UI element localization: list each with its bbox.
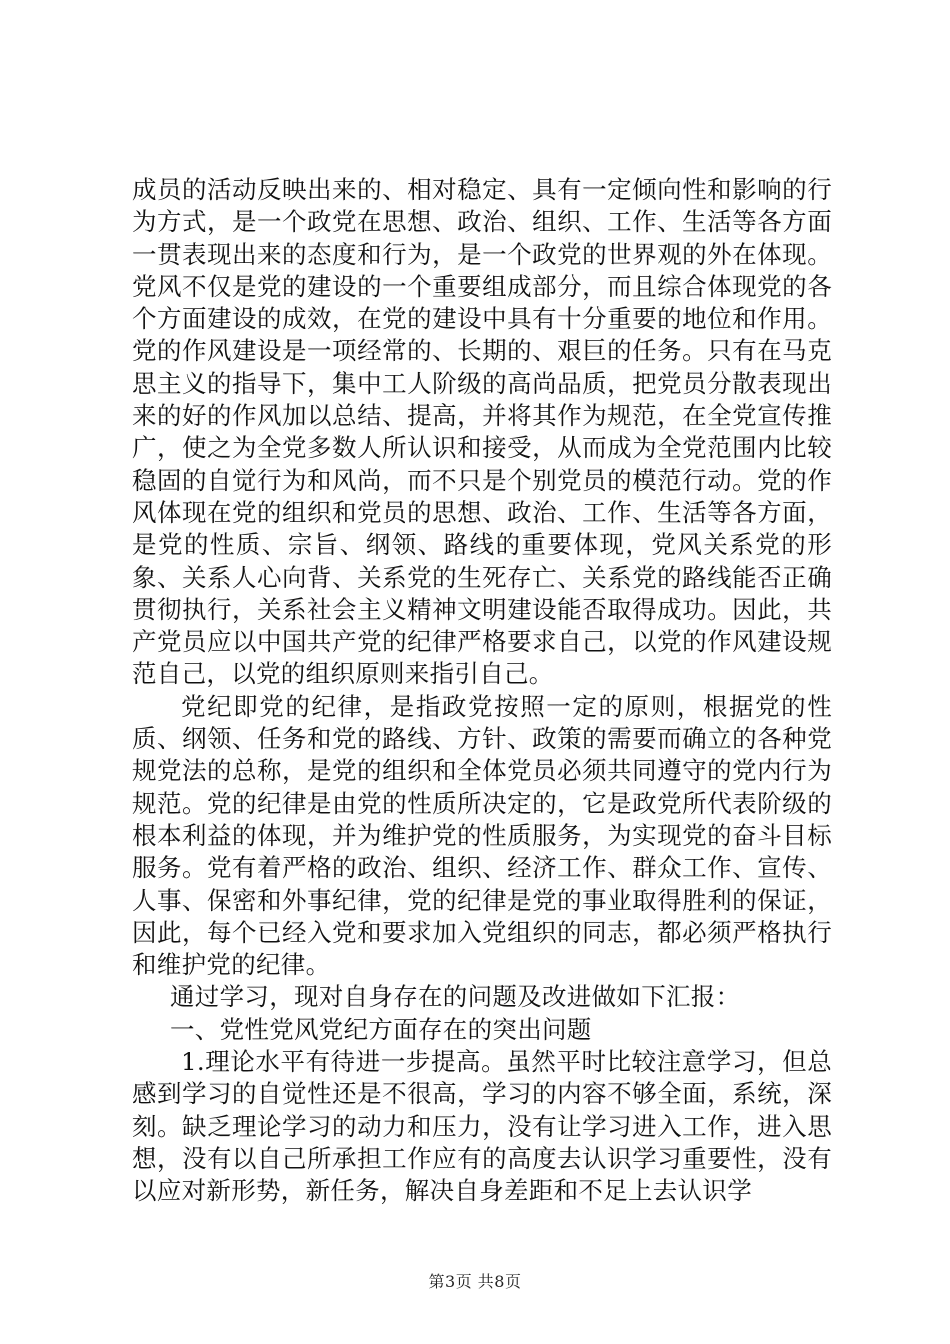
paragraph-theory-level: 1.理论水平有待进一步提高。虽然平时比较注意学习，但总感到学习的自觉性还是不很高，学习的内容不够全面，系统，深刻。缺乏理论学习的动力和压力，没有让学习进入工作，进入思想，没有以自己所承担工作应有的高度去认识学习重要性，没有以应对新形势，新任务，解决自身差距和不足上去认识学	[132, 1047, 832, 1206]
paragraph-party-style: 成员的活动反映出来的、相对稳定、具有一定倾向性和影响的行为方式，是一个政党在思想、政治、组织、工作、生活等各方面一贯表现出来的态度和行为，是一个政党的世界观的外在体现。党风不仅是党的建设的一个重要组成部分，而且综合体现党的各个方面建设的成效，在党的建设中具有十分重要的地位和作用。党的作风建设是一项经常的、长期的、艰巨的任务。只有在马克思主义的指导下，集中工人阶级的高尚品质，把党员分散表现出来的好的作风加以总结、提高，并将其作为规范，在全党宣传推广，使之为全党多数人所认识和接受，从而成为全党范围内比较稳固的自觉行为和风尚，而不只是个别党员的模范行动。党的作风体现在党的组织和党员的思想、政治、工作、生活等各方面，是党的性质、宗旨、纲领、路线的重要体现，党风关系党的形象、关系人心向背、关系党的生死存亡、关系党的路线能否正确贯彻执行，关系社会主义精神文明建设能否取得成功。因此，共产党员应以中国共产党的纪律严格要求自己，以党的作风建设规范自己，以党的组织原则来指引自己。	[132, 175, 832, 689]
section-heading-problems: 一、党性党风党纪方面存在的突出问题	[170, 1014, 592, 1044]
page-footer	[0, 1272, 950, 1292]
paragraph-report-intro: 通过学习，现对自身存在的问题及改进做如下汇报：	[170, 982, 741, 1012]
paragraph-party-discipline: 党纪即党的纪律，是指政党按照一定的原则，根据党的性质、纲领、任务和党的路线、方针、政策的需要而确立的各种党规党法的总称，是党的组织和全体党员必须共同遵守的党内行为规范。党的纪律是由党的性质所决定的，它是政党所代表阶级的根本利益的体现，并为维护党的性质服务，为实现党的奋斗目标服务。党有着严格的政治、组织、经济工作、群众工作、宣传、人事、保密和外事纪律，党的纪律是党的事业取得胜利的保证，因此，每个已经入党和要求加入党组织的同志，都必须严格执行和维护党的纪律。	[132, 691, 832, 980]
document-body	[132, 174, 832, 1208]
page-number-indicator: 第3页 共8页	[428, 1272, 522, 1291]
